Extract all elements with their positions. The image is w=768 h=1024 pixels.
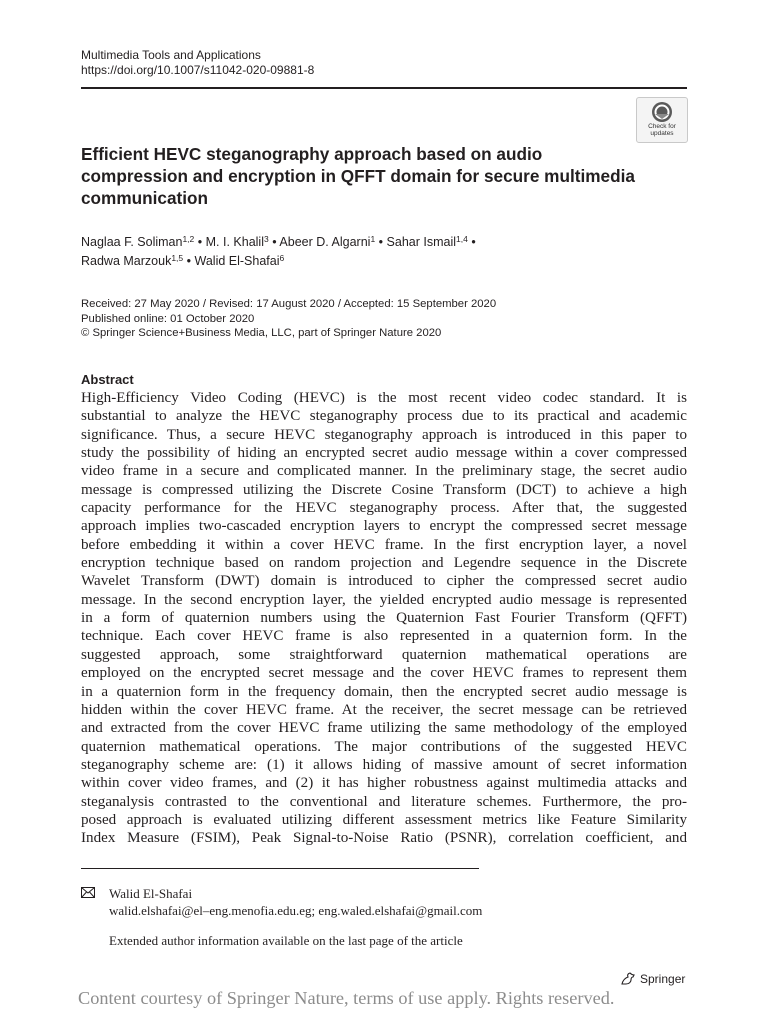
author-separator: • — [378, 235, 384, 249]
extended-info-note: Extended author information available on the last page of the article — [109, 933, 463, 948]
author-name[interactable]: Abeer D. Algarni — [279, 235, 371, 249]
abstract-body — [81, 389, 687, 848]
publisher-mark — [620, 972, 685, 986]
abstract-line: in a quaternion form in the frequency domain, then the encrypted secret audio message is — [81, 683, 687, 700]
author-name[interactable]: Naglaa F. Soliman — [81, 235, 183, 249]
badge-line1: Check for — [648, 123, 676, 130]
abstract-line: in a form of quaternion numbers using the Quaternion Fast Fourier Transform (QFFT) — [81, 610, 687, 627]
badge-line2: updates — [650, 130, 674, 137]
abstract-line: quaternion mathematical operations. The major contributions of the suggested HEVC — [81, 738, 687, 755]
corresponding-author: Walid El-Shafai — [109, 886, 193, 901]
publisher-name: Springer — [640, 972, 686, 986]
footnote-rule — [81, 868, 479, 869]
abstract-line: approach implies two-cascaded encryption layers to encrypt the compressed secret message — [81, 518, 687, 535]
abstract-line: significance. Thus, a secure HEVC steganography approach is introduced in this paper to — [81, 426, 687, 443]
author-line-2 — [81, 252, 681, 271]
abstract-line: Index Measure (FSIM), Peak Signal-to-Noise Ratio (PSNR), correlation coefficient, and — [81, 830, 687, 847]
author-name[interactable]: Walid El-Shafai — [194, 254, 280, 268]
journal-name: Multimedia Tools and Applications — [81, 48, 261, 62]
abstract-line: message is compressed utilizing the Discrete Cosine Transform (DCT) to achieve a high — [81, 481, 687, 498]
abstract-line: capacity performance for the HEVC steganography process. After that, the suggested — [81, 500, 687, 517]
journal-header — [81, 48, 314, 78]
abstract-line: steganalysis contrasted to the conventional and literature schemes. Furthermore, the pro- — [81, 793, 687, 810]
author-name[interactable]: Sahar Ismail — [386, 235, 457, 249]
publication-dates — [81, 297, 496, 341]
copyright-line: © Springer Science+Business Media, LLC, part of Springer Nature 2020 — [81, 327, 442, 339]
correspondence-text — [109, 885, 482, 919]
author-affiliation: 1,5 — [171, 253, 184, 263]
abstract-line: employed on the encrypted secret message and the cover HEVC frames to represent them — [81, 665, 687, 682]
abstract-line: before embedding it within a cover HEVC frame. In the first encryption layer, a novel — [81, 536, 687, 553]
author-line-1 — [81, 233, 681, 252]
author-affiliation: 1,4 — [456, 234, 468, 244]
author-name[interactable]: M. I. Khalil — [205, 235, 264, 249]
corresponding-email[interactable]: walid.elshafai@el–eng.menofia.edu.eg; eng.waled.elshafai@gmail.com — [109, 903, 483, 918]
header-rule — [81, 87, 687, 89]
abstract-line: Wavelet Transform (DWT) domain is introduced to cipher the compressed secret audio — [81, 573, 687, 590]
author-separator: • — [197, 235, 203, 249]
author-affiliation: 3 — [264, 234, 269, 244]
abstract-line: message. In the second encryption layer, the yielded encrypted audio message is represented — [81, 591, 687, 608]
author-affiliation: 1,2 — [182, 234, 195, 244]
abstract-line: study the possibility of hiding an encrypted secret audio message within a cover compressed — [81, 445, 687, 462]
envelope-icon — [81, 887, 95, 898]
abstract-line: technique. Each cover HEVC frame is also represented in a quaternion form. In the — [81, 628, 687, 645]
abstract-line: steganography scheme are: (1) it allows hiding of massive amount of secret information — [81, 756, 687, 773]
author-affiliation: 1 — [370, 234, 376, 244]
author-separator: • — [272, 235, 277, 249]
author-affiliation: 6 — [279, 253, 285, 263]
abstract-line: substantial to analyze the HEVC steganography process due to its practical and academic — [81, 408, 687, 425]
courtesy-watermark: Content courtesy of Springer Nature, terms of use apply. Rights reserved. — [78, 988, 615, 1008]
update-check-icon — [651, 101, 673, 123]
author-name[interactable]: Radwa Marzouk — [81, 254, 172, 268]
doi-link[interactable]: https://doi.org/10.1007/s11042-020-09881-8 — [81, 63, 315, 77]
paper-title: Efficient HEVC steganography approach based on audio compression and encryption in QFFT domain for secure multimedia communication — [81, 144, 635, 208]
abstract-line: hidden within the cover HEVC frame. At the receiver, the secret message can be retrieved — [81, 701, 687, 718]
check-for-updates-badge[interactable] — [636, 97, 688, 143]
abstract-line: within cover video frames, and (2) it has higher robustness against multimedia attacks and — [81, 775, 687, 792]
abstract-line: posed approach is evaluated utilizing different assessment metrics like Feature Similarity — [81, 811, 687, 828]
author-separator: • — [186, 254, 192, 268]
history-dates: Received: 27 May 2020 / Revised: 17 August 2020 / Accepted: 15 September 2020 — [81, 298, 497, 310]
abstract-line: encryption technique based on random projection and Legendre sequence in the Discrete — [81, 555, 687, 572]
abstract-heading: Abstract — [81, 372, 134, 387]
author-separator: • — [471, 235, 476, 249]
springer-horse-icon — [620, 972, 636, 986]
abstract-line: High-Efficiency Video Coding (HEVC) is the most recent video codec standard. It is — [81, 390, 687, 406]
published-online: Published online: 01 October 2020 — [81, 312, 255, 325]
abstract-line: and extracted from the cover HEVC frame utilizing the same methodology of the employed — [81, 720, 687, 737]
abstract-line: suggested approach, some straightforward quaternion mathematical operations are — [81, 646, 687, 663]
abstract-line: video frame in a secure and complicated manner. In the preliminary stage, the secret audio — [81, 463, 687, 480]
author-list — [81, 233, 681, 271]
